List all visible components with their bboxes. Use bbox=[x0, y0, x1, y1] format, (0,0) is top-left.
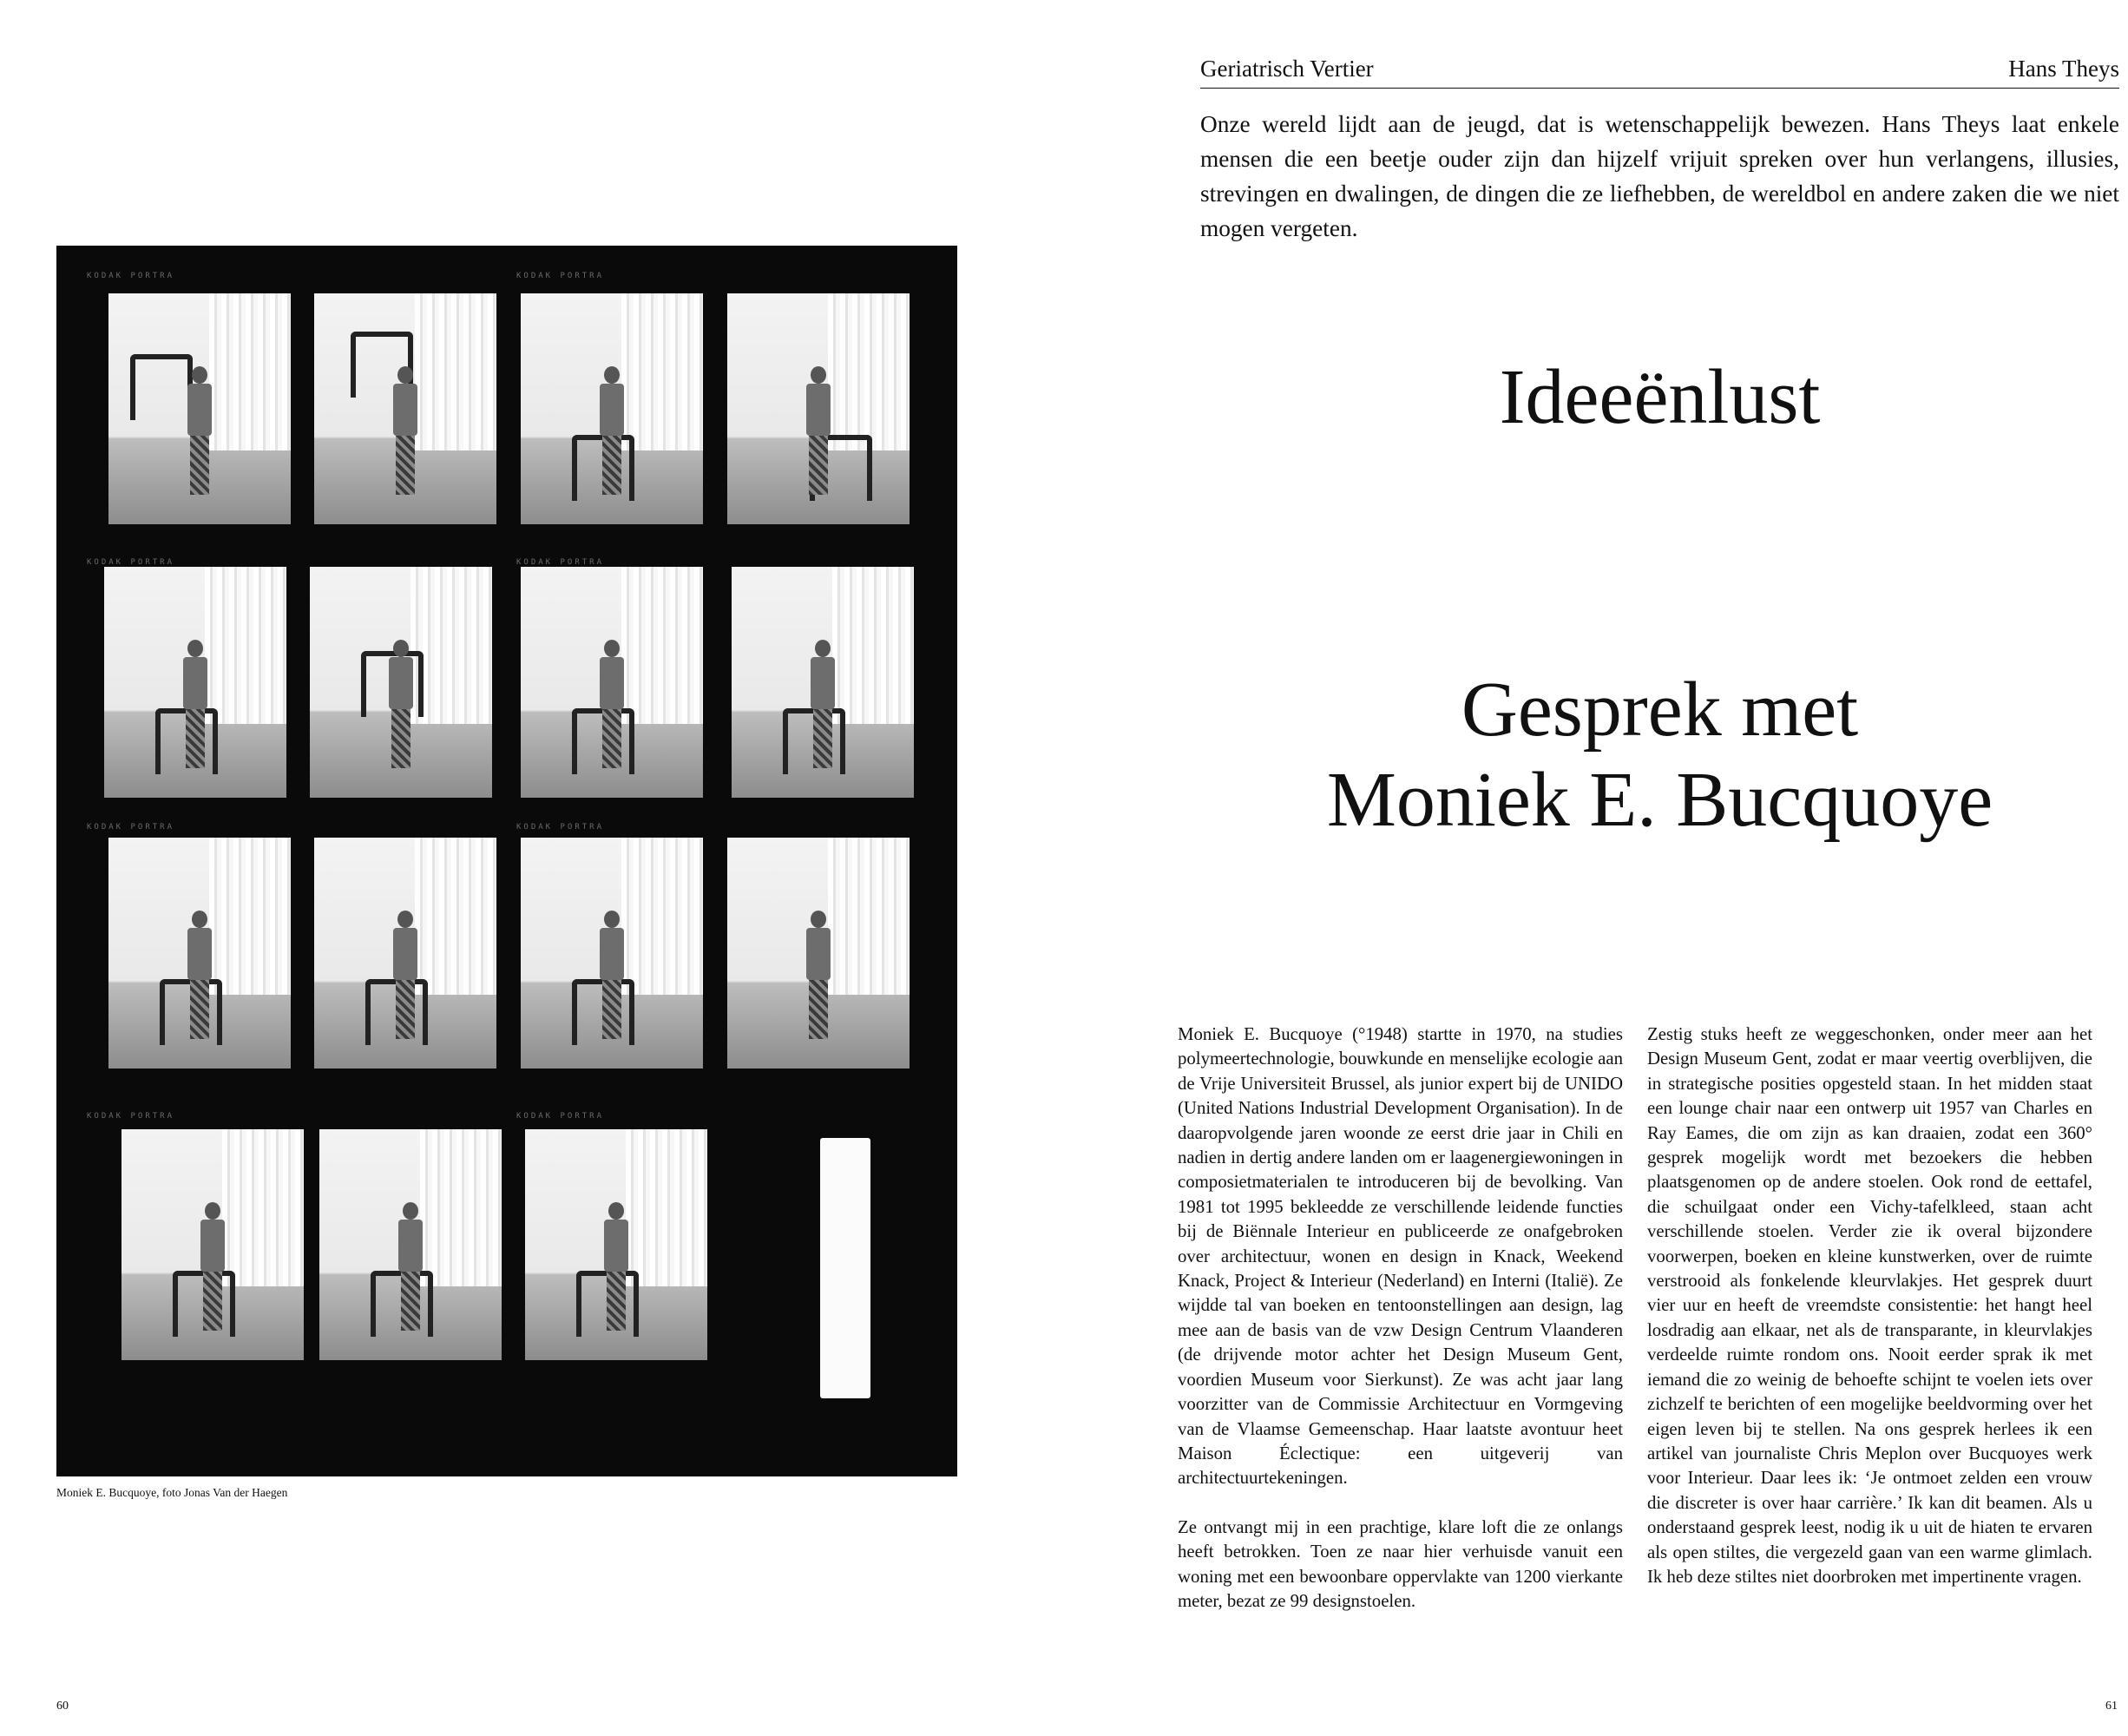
contact-frame bbox=[122, 1129, 304, 1360]
article-title: Ideeënlust bbox=[1499, 354, 1821, 440]
running-head-series: Geriatrisch Vertier bbox=[1200, 56, 1374, 82]
page-number-left: 60 bbox=[56, 1700, 69, 1713]
subtitle-line-1: Gesprek met bbox=[1461, 667, 1859, 753]
subtitle-line-2: Moniek E. Bucquoye bbox=[1326, 757, 1993, 843]
right-page bbox=[1064, 0, 2128, 1736]
body-column-2 bbox=[1647, 1023, 2092, 1589]
body-column-1 bbox=[1178, 1023, 1623, 1614]
film-edge-code: KODAK PORTRA bbox=[516, 1112, 605, 1121]
film-edge-code: KODAK PORTRA bbox=[516, 272, 605, 280]
film-edge-code: KODAK PORTRA bbox=[87, 272, 175, 280]
running-head-author: Hans Theys bbox=[2008, 56, 2119, 82]
film-edge-code: KODAK PORTRA bbox=[87, 823, 175, 832]
body-paragraph: Zestig stuks heeft ze weggeschonken, onder meer aan het Design Museum Gent, zodat er maar veertig overblijven, die in strategische posities opgesteld staan. In het midden staat een lounge chair naar een ontwerp uit 1957 van Charles en Ray Eames, die om zijn as kan draaien, zodat een 360° gesprek mogelijk wordt met bezoekers die hebben plaatsgenomen op de andere stoelen. Ook rond de eettafel, die schuilgaat onder een Vichy-tafelkleed, staan acht verschillende stoelen. Verder zie ik overal bijzondere voorwerpen, boeken en kleine kunstwerken, over de ruimte verstrooid als fonkelende kleurvlakjes. Het gesprek duurt vier uur en heeft de vreemdste consistentie: het hangt heel losdradig aan elkaar, net als de transparante, in kleurvlakjes verdeelde ruimte rondom ons. Nooit eerder sprak ik met iemand die zo weinig de behoefte schijnt te voelen iets over zichzelf te berichten of een mogelijke beeldvorming over het eigen leven bij te stellen. Na ons gesprek herlees ik een artikel van journaliste Chris Meplon over Bucquoyes werk voor Interieur. Daar lees ik: ‘Je ontmoet zelden een vrouw die discreter is over haar carrière.’ Ik kan dit beamen. Als u onderstaand gesprek leest, nodig ik u uit de hiaten te ervaren als open stiltes, die vergezeld gaan van een warme glimlach. Ik heb deze stiltes niet doorbroken met impertinente vragen. bbox=[1647, 1024, 2092, 1587]
contact-frame bbox=[521, 567, 703, 798]
film-edge-code: KODAK PORTRA bbox=[516, 558, 605, 567]
contact-frame bbox=[521, 838, 703, 1069]
contact-frame bbox=[521, 293, 703, 524]
contact-frame bbox=[727, 293, 910, 524]
film-edge-code: KODAK PORTRA bbox=[87, 558, 175, 567]
contact-frame bbox=[108, 293, 291, 524]
film-edge-code: KODAK PORTRA bbox=[87, 1112, 175, 1121]
contact-frame bbox=[525, 1129, 707, 1360]
contact-frame bbox=[310, 567, 492, 798]
contact-frame bbox=[314, 293, 496, 524]
article-subtitle bbox=[1200, 665, 2119, 845]
contact-frame bbox=[732, 567, 914, 798]
header-rule bbox=[1200, 88, 2119, 89]
body-paragraph: Ze ontvangt mij in een prachtige, klare loft die ze onlangs heeft betrokken. Toen ze naar hier verhuisde vanuit een woning met een bewoonbare oppervlakte van 1200 vierkante meter, bezat ze 99 designstoelen. bbox=[1178, 1516, 1623, 1611]
contact-frame bbox=[727, 838, 910, 1069]
contact-frame bbox=[314, 838, 496, 1069]
page-number-right: 61 bbox=[2105, 1700, 2118, 1713]
contact-frame-blank bbox=[759, 1129, 942, 1416]
intro-paragraph: Onze wereld lijdt aan de jeugd, dat is wetenschappelijk bewezen. Hans Theys laat enkele mensen die een beetje ouder zijn dan hijzelf vrijuit spreken over hun verlangens, illusies, strevingen en dwalingen, de dingen die ze liefhebben, de wereldbol en andere zaken die we niet mogen vergeten. bbox=[1200, 111, 2119, 241]
contact-frame bbox=[108, 838, 291, 1069]
body-paragraph: Moniek E. Bucquoye (°1948) startte in 1970, na studies polymeertechnologie, bouwkunde en menselijke ecologie aan de Vrije Universiteit Brussel, als junior expert bij de UNIDO (United Nations Industrial Development Organisation). In de daaropvolgende jaren woonde ze eerst drie jaar in Chili en nadien in dertig andere landen om er laagenergiewoningen in composietmaterialen te introduceren bij de bevolking. Van 1981 tot 1995 bekleedde ze verschillende leidende functies bij de Biënnale Interieur en publiceerde ze onafgebroken over architectuur, wonen en design in Knack, Weekend Knack, Project & Interieur (Nederland) en Interni (Italië). Ze wijdde tal van boeken en tentoonstellingen aan design, lag mee aan de basis van de vzw Design Centrum Vlaanderen (de drijvende motor achter het Design Museum Gent, voordien Museum voor Sierkunst). Ze was acht jaar lang voorzitter van de Commissie Architectuur en Vormgeving van de Vlaamse Gemeenschap. Haar laatste avontuur heet Maison Éclectique: een uitgeverij van architectuurtekeningen. bbox=[1178, 1024, 1623, 1489]
contact-frame bbox=[104, 567, 286, 798]
photo-caption: Moniek E. Bucquoye, foto Jonas Van der Haegen bbox=[56, 1486, 288, 1499]
contact-sheet-photo bbox=[56, 246, 957, 1476]
film-edge-code: KODAK PORTRA bbox=[516, 823, 605, 832]
contact-frame bbox=[319, 1129, 502, 1360]
